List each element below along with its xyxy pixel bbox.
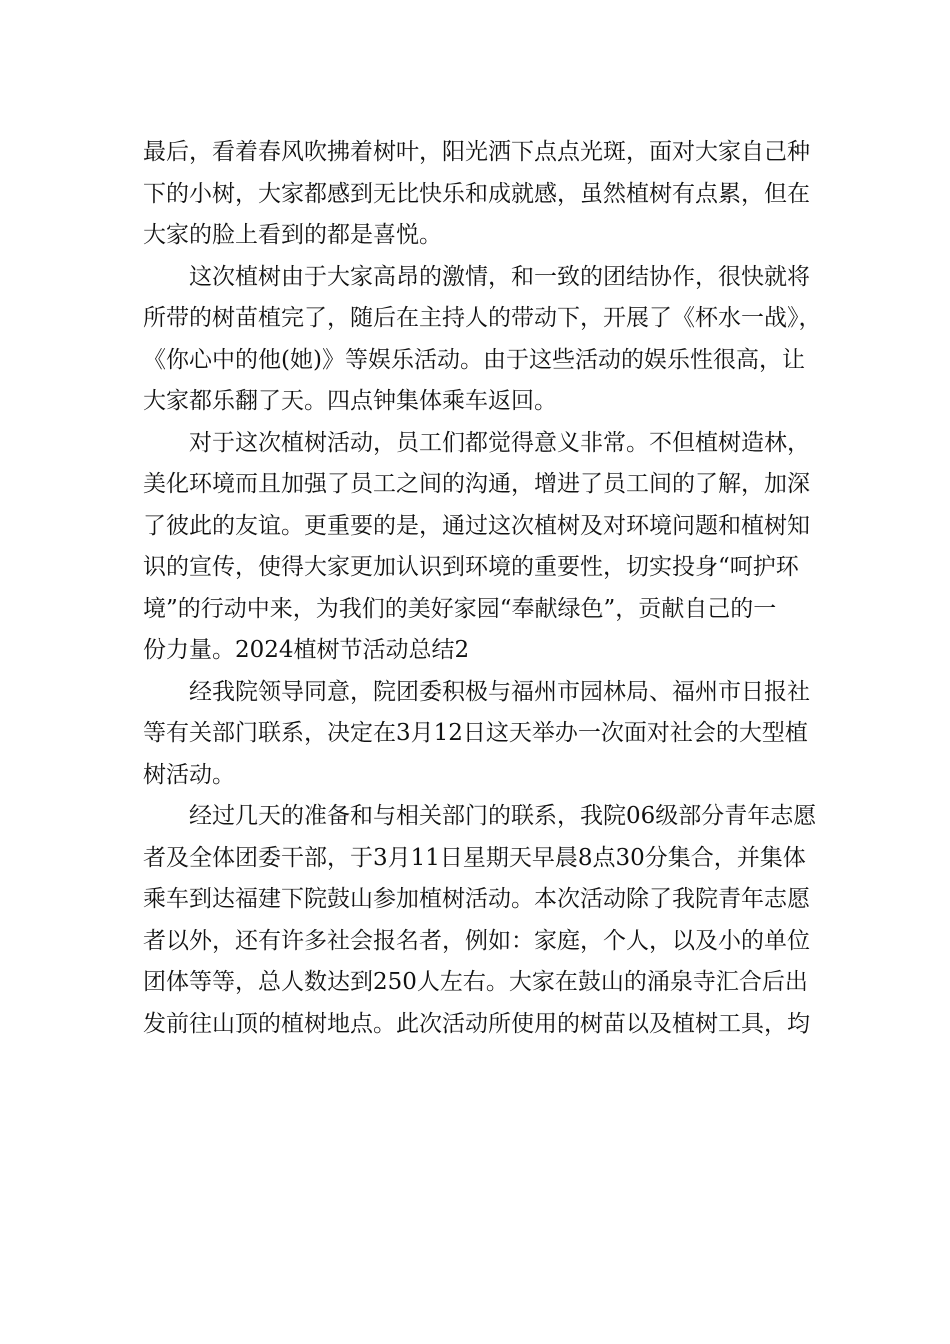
- text-line: 份力量。2024植树节活动总结2: [143, 637, 470, 663]
- text-line: 乘车到达福建下院鼓山参加植树活动。本次活动除了我院青年志愿: [143, 886, 810, 912]
- paragraph: [143, 257, 822, 423]
- text-line: 树活动。: [143, 761, 235, 788]
- paragraph: [143, 796, 817, 1045]
- text-line: 识的宣传，使得大家更加认识到环境的重要性，切实投身“呵护环: [143, 554, 799, 580]
- text-line: 经我院领导同意，院团委积极与福州市园林局、福州市日报社: [189, 678, 810, 705]
- text-line: 美化环境而且加强了员工之间的沟通，增进了员工间的了解，加深: [143, 471, 810, 497]
- text-line: 这次植树由于大家高昂的激情，和一致的团结协作，很快就将: [189, 263, 810, 290]
- text-line: 者以外，还有许多社会报名者，例如：家庭，个人，以及小的单位: [143, 927, 810, 954]
- paragraph: [143, 132, 808, 257]
- paragraph: [143, 423, 808, 672]
- text-line: 所带的树苗植完了，随后在主持人的带动下，开展了《杯水一战》，: [143, 305, 822, 331]
- text-line: 发前往山顶的植树地点。此次活动所使用的树苗以及植树工具，均: [143, 1010, 810, 1037]
- text-line: 团体等等，总人数达到250人左右。大家在鼓山的涌泉寺汇合后出: [143, 969, 808, 995]
- text-line: 大家的脸上看到的都是喜悦。: [143, 222, 442, 248]
- text-line: 对于这次植树活动，员工们都觉得意义非常。不但植树造林，: [189, 429, 810, 456]
- paragraph: [143, 672, 808, 797]
- document-body: [143, 132, 822, 1045]
- text-line: 者及全体团委干部，于3月11日星期天早晨8点30分集合，并集体: [143, 844, 806, 871]
- text-line: 了彼此的友谊。更重要的是，通过这次植树及对环境问题和植树知: [143, 512, 810, 539]
- text-line: 大家都乐翻了天。四点钟集体乘车返回。: [143, 388, 557, 414]
- text-line: 下的小树，大家都感到无比快乐和成就感，虽然植树有点累，但在: [143, 180, 810, 207]
- text-line: 最后，看着春风吹拂着树叶，阳光洒下点点光斑，面对大家自己种: [143, 139, 810, 165]
- text-line: 《你心中的他(她)》等娱乐活动。由于这些活动的娱乐性很高，让: [143, 346, 805, 373]
- text-line: 经过几天的准备和与相关部门的联系，我院06级部分青年志愿: [189, 803, 817, 829]
- text-line: 境”的行动中来，为我们的美好家园“奉献绿色”，贡献自己的一: [143, 595, 777, 622]
- text-line: 等有关部门联系，决定在3月12日这天举办一次面对社会的大型植: [143, 720, 808, 746]
